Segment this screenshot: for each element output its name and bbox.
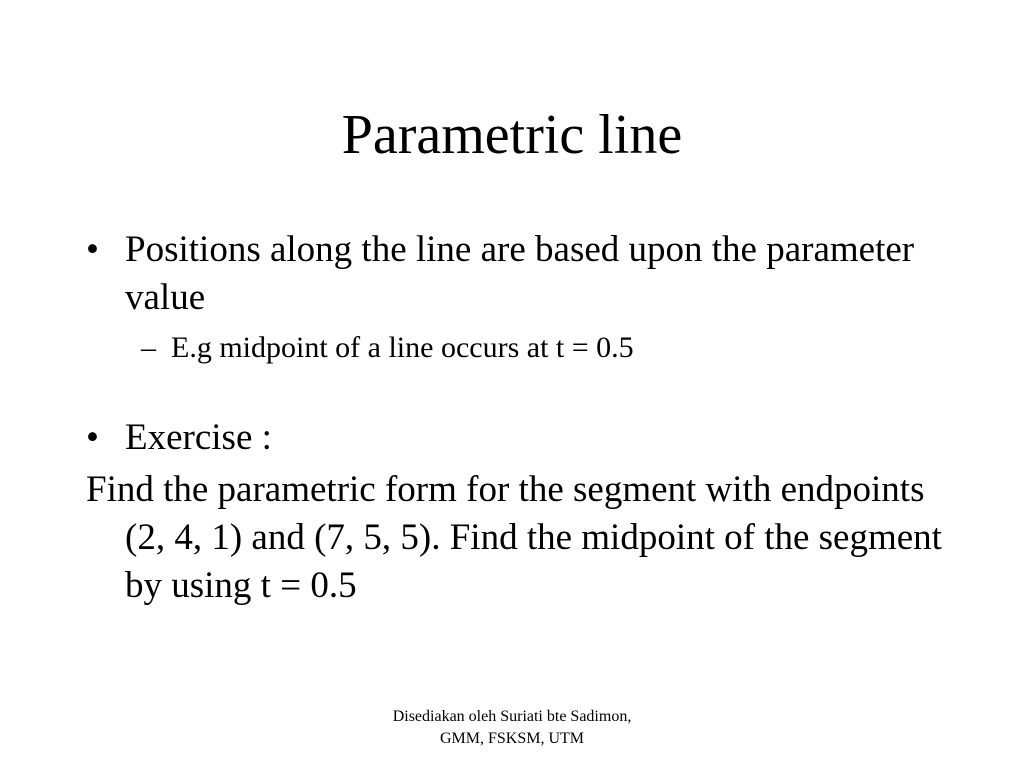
bullet-marker: • xyxy=(86,417,99,458)
exercise-paragraph: Find the parametric form for the segment with endpoints (2, 4, 1) and (7, 5, 5). Find the midpoint of the segment by using t = 0.5 xyxy=(86,469,942,606)
footer-line-1: Disediakan oleh Suriati bte Sadimon, xyxy=(392,708,632,725)
slide-body xyxy=(86,226,946,610)
spacer xyxy=(86,368,946,414)
footer-line-2: GMM, FSKSM, UTM xyxy=(439,730,585,747)
bullet-text: Exercise : xyxy=(125,417,272,458)
bullet-item-exercise xyxy=(86,414,946,462)
bullet-marker: • xyxy=(86,229,99,270)
sub-bullet-marker: – xyxy=(141,331,156,364)
sub-bullet-text: E.g midpoint of a line occurs at t = 0.5 xyxy=(171,331,634,364)
slide-footer xyxy=(312,706,712,750)
sub-bullet-item-midpoint xyxy=(86,328,946,368)
slide-title: Parametric line xyxy=(341,104,683,166)
bullet-text: Positions along the line are based upon the parameter value xyxy=(125,229,915,318)
bullet-item-positions xyxy=(86,226,946,322)
